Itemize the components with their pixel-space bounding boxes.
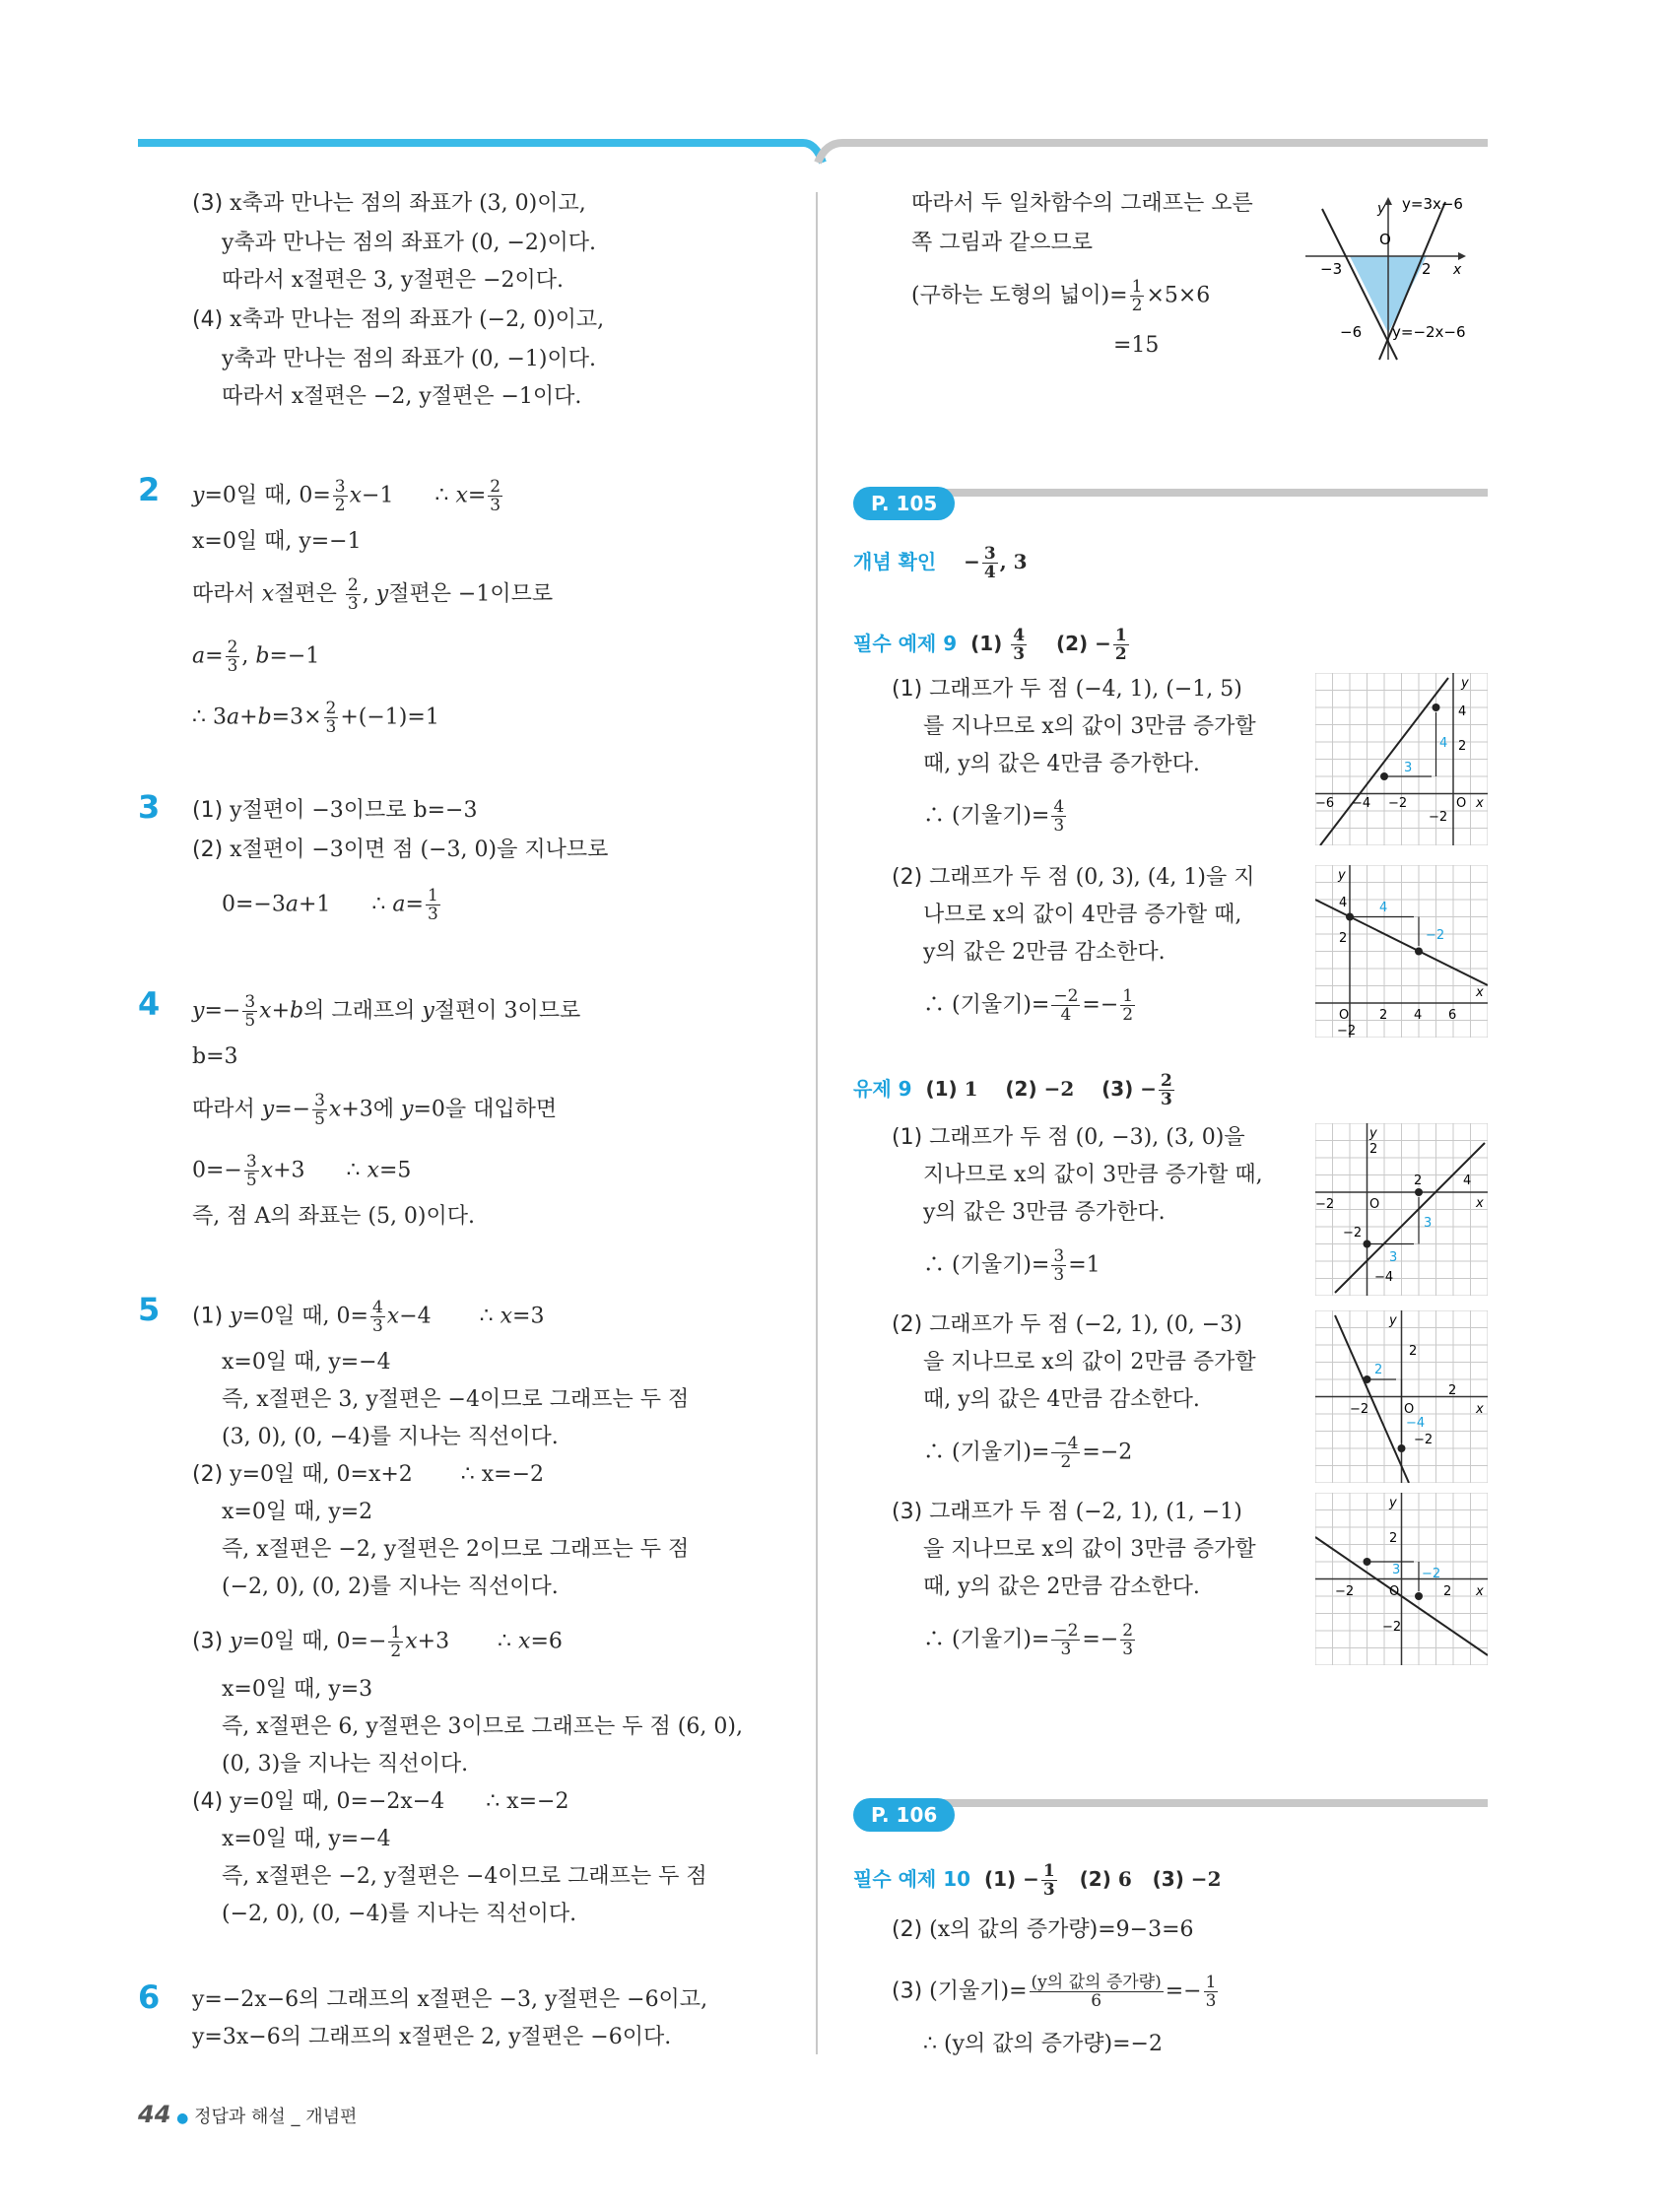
text-line: x절편이 −3이면 점 (−3, 0)을 지나므로 — [230, 838, 609, 862]
svg-text:−2: −2 — [1429, 810, 1448, 825]
text-line: 즉, x절편은 6, y절편은 3이므로 그래프는 두 점 (6, 0), — [222, 1714, 743, 1739]
text-line: ∴ (y의 값의 증가량)=−2 — [923, 2032, 1163, 2056]
page-footer — [138, 2101, 357, 2128]
text-line: 그래프가 두 점 (−2, 1), (0, −3) — [929, 1312, 1242, 1337]
text-line: 즉, 점 A의 좌표는 (5, 0)이다. — [192, 1204, 476, 1229]
problem-number: 6 — [138, 1978, 161, 2016]
text-line: 쪽 그림과 같으므로 — [911, 231, 1094, 255]
svg-text:O: O — [1379, 231, 1391, 248]
equation-line: ∴ (기울기)= $\frac{4}{3}$ — [923, 797, 1065, 836]
svg-text:y: y — [1338, 868, 1346, 883]
svg-text:3: 3 — [1392, 1563, 1401, 1577]
text-line: y=0일 때, 0=x+2 — [230, 1462, 413, 1487]
svg-text:−2: −2 — [1343, 1226, 1363, 1240]
text-line: 그래프가 두 점 (0, 3), (4, 1)을 지 — [929, 865, 1255, 890]
text-line: y축과 만나는 점의 좌표가 (0, −1)이다. — [222, 347, 596, 371]
equation-line: ∴ (기울기)= $\frac{-4}{2}$ =−2 — [923, 1434, 1133, 1472]
text-line: 때, y의 값은 4만큼 증가한다. — [923, 752, 1200, 776]
text-line: 를 지나므로 x의 값이 3만큼 증가할 — [923, 714, 1256, 739]
svg-text:2: 2 — [1374, 1363, 1383, 1377]
svg-text:x: x — [1476, 796, 1484, 811]
text-line: (−2, 0), (0, −4)를 지나는 직선이다. — [222, 1902, 577, 1926]
svg-text:3: 3 — [1389, 1250, 1398, 1265]
svg-text:4: 4 — [1439, 736, 1448, 751]
problem-number: 3 — [138, 788, 161, 826]
eq-label: y=3x−6 — [1402, 195, 1463, 213]
text-line: ×5×6 — [1146, 283, 1211, 308]
text-line: 지나므로 x의 값이 3만큼 증가할 때, — [923, 1163, 1263, 1187]
text-line: 을 지나므로 x의 값이 3만큼 증가할 — [923, 1537, 1256, 1562]
text-line: 때, y의 값은 4만큼 감소한다. — [923, 1387, 1200, 1412]
equation-line: (3) y=0일 때, 0=− $\frac{1}{2}$ x+3 ∴ x=6 — [192, 1623, 563, 1661]
text-line: y=−2x−6의 그래프의 x절편은 −3, y절편은 −6이고, — [192, 1987, 708, 2012]
svg-text:O: O — [1456, 796, 1467, 811]
equation-line: 0=− $\frac{3}{5}$ x+3 ∴ x=5 — [192, 1152, 412, 1190]
text-line: y의 값은 3만큼 증가한다. — [923, 1200, 1166, 1225]
svg-text:y: y — [1461, 676, 1469, 691]
text-line: (0, 3)을 지나는 직선이다. — [222, 1752, 469, 1776]
svg-text:2: 2 — [1448, 1383, 1457, 1398]
svg-text:3: 3 — [1424, 1216, 1433, 1231]
svg-text:2: 2 — [1443, 1584, 1452, 1599]
equation-line: (1) y=0일 때, 0= $\frac{4}{3}$ x−4 ∴ x=3 — [192, 1298, 545, 1336]
footer-text: 정답과 해설 _ 개념편 — [194, 2107, 358, 2127]
text-line: x=0일 때, y=−4 — [222, 1827, 391, 1851]
equation-line: y=0일 때, 0= $\frac{3}{2}$ x−1 ∴ x= $\frac{2}{3}$ — [192, 477, 501, 515]
section-badge: P. 106 — [853, 1798, 955, 1832]
text-line: y축과 만나는 점의 좌표가 (0, −2)이다. — [222, 231, 596, 255]
svg-text:O: O — [1389, 1584, 1400, 1599]
text-line: y=3x−6의 그래프의 x절편은 2, y절편은 −6이다. — [192, 2025, 672, 2049]
svg-text:−4: −4 — [1406, 1416, 1426, 1431]
text-line: x축과 만나는 점의 좌표가 (3, 0)이고, — [230, 191, 586, 216]
svg-text:−4: −4 — [1352, 796, 1371, 811]
svg-text:x: x — [1476, 1584, 1484, 1599]
equation-line: 0=−3a+1 ∴ a= $\frac{1}{3}$ — [222, 886, 438, 924]
text-line: 따라서 x절편은 −2, y절편은 −1이다. — [222, 384, 582, 409]
example-10-answer: 필수 예제 10 (1) − $\frac{1}{3}$ (2) 6 (3) −2 — [853, 1861, 1222, 1900]
svg-text:2: 2 — [1414, 1173, 1423, 1188]
svg-text:O: O — [1369, 1197, 1380, 1212]
svg-text:y: y — [1389, 1313, 1397, 1328]
svg-text:x: x — [1476, 1402, 1484, 1417]
text-line: 즉, x절편은 −2, y절편은 2이므로 그래프는 두 점 — [222, 1537, 690, 1562]
text-line: (−2, 0), (0, 2)를 지나는 직선이다. — [222, 1575, 559, 1599]
equation-line: (3) (기울기)= (y의 값의 증가량) 6 =− $\frac{1}{3}$ — [892, 1973, 1217, 2011]
svg-text:O: O — [1404, 1402, 1415, 1417]
text-line: (구하는 도형의 넓이)= — [911, 283, 1128, 308]
text-line: ∴ x=−2 — [486, 1789, 569, 1814]
text-line: (3, 0), (0, −4)를 지나는 직선이다. — [222, 1425, 559, 1449]
svg-text:−2: −2 — [1422, 1567, 1441, 1581]
text-line: x=0일 때, y=3 — [222, 1677, 373, 1702]
text-line: y=0일 때, 0=−2x−4 — [230, 1789, 445, 1814]
text-line: 나므로 x의 값이 4만큼 증가할 때, — [923, 903, 1242, 927]
svg-text:−6: −6 — [1340, 323, 1363, 341]
svg-text:y: y — [1377, 201, 1386, 217]
svg-text:x: x — [1476, 985, 1484, 1000]
text-line: (x의 값의 증가량)=9−3=6 — [929, 1917, 1194, 1942]
graph-example-9-1 — [1315, 673, 1488, 845]
graph-exercise-9-2 — [1315, 1310, 1488, 1483]
text-line: 그래프가 두 점 (0, −3), (3, 0)을 — [929, 1125, 1245, 1150]
svg-text:2: 2 — [1458, 739, 1467, 754]
svg-text:4: 4 — [1379, 901, 1388, 915]
svg-text:2: 2 — [1339, 931, 1348, 946]
equation-line: y=− $\frac{3}{5}$ x+b의 그래프의 y절편이 3이므로 — [192, 992, 581, 1031]
svg-text:−6: −6 — [1315, 796, 1335, 811]
graph-exercise-9-3 — [1315, 1493, 1488, 1665]
text-line: 그래프가 두 점 (−2, 1), (1, −1) — [929, 1500, 1242, 1524]
svg-text:4: 4 — [1458, 704, 1467, 719]
concept-check-answer: 개념 확인 − $\frac{3}{4}$ , 3 — [853, 544, 1028, 582]
svg-text:O: O — [1339, 1008, 1350, 1023]
svg-text:2: 2 — [1369, 1142, 1378, 1157]
svg-text:3: 3 — [1404, 761, 1413, 775]
problem-number: 5 — [138, 1291, 161, 1328]
text-line: 때, y의 값은 2만큼 감소한다. — [923, 1575, 1200, 1599]
page-number: 44 — [138, 2101, 171, 2128]
svg-text:−3: −3 — [1320, 260, 1343, 278]
svg-text:−2: −2 — [1315, 1197, 1335, 1212]
svg-text:2: 2 — [1379, 1008, 1388, 1023]
text-line: x=0일 때, y=2 — [222, 1500, 373, 1524]
svg-text:2: 2 — [1409, 1344, 1418, 1359]
svg-text:4: 4 — [1339, 896, 1348, 910]
graph-exercise-9-1 — [1315, 1123, 1488, 1296]
svg-text:x: x — [1476, 1196, 1484, 1211]
text-line: 즉, x절편은 −2, y절편은 −4이므로 그래프는 두 점 — [222, 1864, 707, 1889]
text-line: 즉, x절편은 3, y절편은 −4이므로 그래프는 두 점 — [222, 1387, 690, 1412]
equation-line: ∴ (기울기)= $\frac{-2}{3}$ =− $\frac{2}{3}$ — [923, 1621, 1134, 1659]
svg-text:−2: −2 — [1382, 1620, 1402, 1635]
equation-line: ∴ 3a+b=3× $\frac{2}{3}$ +(−1)=1 — [192, 699, 439, 737]
equation-line: ∴ (기울기)= $\frac{3}{3}$ =1 — [923, 1246, 1101, 1285]
example-9-answer: 필수 예제 9 (1) $\frac{4}{3}$ (2) − $\frac{1}{2}$ — [853, 626, 1127, 664]
exercise-9-answer: 유제 9 (1) 1 (2) −2 (3) − $\frac{2}{3}$ — [853, 1071, 1172, 1109]
svg-text:y: y — [1389, 1496, 1397, 1510]
equation-line: ∴ (기울기)= $\frac{-2}{4}$ =− $\frac{1}{2}$ — [923, 986, 1134, 1025]
svg-text:4: 4 — [1463, 1173, 1472, 1188]
svg-text:x: x — [1453, 262, 1462, 278]
svg-text:−2: −2 — [1350, 1402, 1369, 1417]
text-line: y의 값은 2만큼 감소한다. — [923, 940, 1166, 965]
section-badge: P. 105 — [853, 487, 955, 520]
problem-number: 4 — [138, 985, 161, 1023]
svg-text:−4: −4 — [1374, 1270, 1394, 1285]
bullet-icon: ● — [176, 2111, 189, 2126]
svg-text:2: 2 — [1389, 1531, 1398, 1546]
graph-example-9-2 — [1315, 865, 1488, 1038]
svg-text:−2: −2 — [1335, 1584, 1355, 1599]
equation-line: 따라서 x절편은 $\frac{2}{3}$ , y절편은 −1이므로 — [192, 575, 554, 614]
text-line: 을 지나므로 x의 값이 2만큼 증가할 — [923, 1350, 1256, 1374]
svg-text:y: y — [1369, 1126, 1377, 1141]
text-line: 그래프가 두 점 (−4, 1), (−1, 5) — [929, 677, 1242, 702]
text-line: =15 — [1113, 333, 1160, 358]
text-line: x축과 만나는 점의 좌표가 (−2, 0)이고, — [230, 307, 605, 332]
eq-label: y=−2x−6 — [1392, 323, 1466, 341]
text-line: x=0일 때, y=−1 — [192, 529, 362, 554]
text-line: 따라서 x절편은 3, y절편은 −2이다. — [222, 268, 564, 293]
text-line: ∴ x=−2 — [460, 1462, 545, 1487]
svg-text:−2: −2 — [1388, 796, 1408, 811]
svg-text:−2: −2 — [1414, 1433, 1434, 1447]
svg-text:2: 2 — [1422, 260, 1432, 278]
svg-text:−2: −2 — [1426, 928, 1445, 943]
equation-line: 따라서 y=− $\frac{3}{5}$ x+3에 y=0을 대입하면 — [192, 1091, 558, 1129]
text-line: b=3 — [192, 1044, 238, 1069]
svg-text:4: 4 — [1414, 1008, 1423, 1023]
text-line: 따라서 두 일차함수의 그래프는 오른 — [911, 191, 1253, 216]
svg-text:6: 6 — [1448, 1008, 1457, 1023]
text-line: x=0일 때, y=−4 — [222, 1350, 391, 1374]
equation-line: a= $\frac{2}{3}$ , b=−1 — [192, 637, 320, 676]
problem-number: 2 — [138, 471, 161, 508]
text-line: y절편이 −3이므로 b=−3 — [230, 798, 478, 823]
svg-text:−2: −2 — [1337, 1024, 1357, 1038]
